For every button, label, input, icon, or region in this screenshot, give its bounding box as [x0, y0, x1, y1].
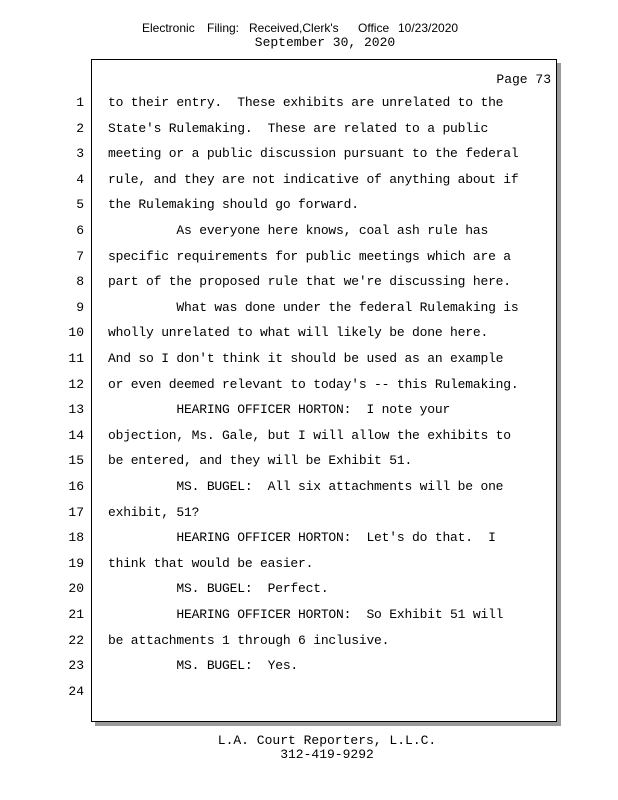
- line-text: MS. BUGEL: All six attachments will be one: [108, 479, 504, 494]
- line-number: 9: [76, 300, 84, 315]
- line-text: meeting or a public discussion pursuant to the federal: [108, 146, 519, 161]
- line-text: be entered, and they will be Exhibit 51.: [108, 453, 413, 468]
- filing-word-filing: Filing:: [207, 21, 240, 35]
- line-text: think that would be easier.: [108, 556, 314, 571]
- footer-phone: 312-419-9292: [280, 747, 374, 762]
- electronic-filing-stamp: [0, 20, 618, 36]
- line-number: 8: [76, 274, 84, 289]
- line-text: HEARING OFFICER HORTON: I note your: [108, 402, 451, 417]
- line-number: 11: [68, 351, 84, 366]
- line-text: exhibit, 51?: [108, 505, 200, 520]
- line-number: 19: [68, 556, 84, 571]
- line-text: MS. BUGEL: Yes.: [108, 658, 299, 673]
- line-number: 2: [76, 121, 84, 136]
- line-text: part of the proposed rule that we're discussing here.: [108, 274, 511, 289]
- line-text: HEARING OFFICER HORTON: So Exhibit 51 will: [108, 607, 504, 622]
- line-text: And so I don't think it should be used as an example: [108, 351, 504, 366]
- line-number: 15: [68, 453, 84, 468]
- line-number: 18: [68, 530, 84, 545]
- filing-word-office: Office: [358, 21, 390, 35]
- line-text: to their entry. These exhibits are unrelated to the: [108, 95, 504, 110]
- line-text: wholly unrelated to what will likely be done here.: [108, 325, 489, 340]
- line-number: 24: [68, 684, 84, 699]
- line-number: 14: [68, 428, 84, 443]
- line-number: 10: [68, 325, 84, 340]
- line-number: 7: [76, 249, 84, 264]
- hearing-date: September 30, 2020: [254, 35, 396, 50]
- line-text: State's Rulemaking. These are related to a public: [108, 121, 489, 136]
- line-text: HEARING OFFICER HORTON: Let's do that. I: [108, 530, 496, 545]
- line-number: 21: [68, 607, 84, 622]
- line-text: the Rulemaking should go forward.: [108, 197, 359, 212]
- line-text: specific requirements for public meetings which are a: [108, 249, 511, 264]
- filing-word-received: Received,Clerk's: [249, 21, 339, 35]
- line-number: 5: [76, 197, 84, 212]
- line-text: rule, and they are not indicative of anything about if: [108, 172, 519, 187]
- line-number: 16: [68, 479, 84, 494]
- line-number: 23: [68, 658, 84, 673]
- line-number: 4: [76, 172, 84, 187]
- line-number: 20: [68, 581, 84, 596]
- line-number: 1: [76, 95, 84, 110]
- filing-date: 10/23/2020: [398, 21, 459, 35]
- line-number: 17: [68, 505, 84, 520]
- line-text: What was done under the federal Rulemaking is: [108, 300, 519, 315]
- filing-word-electronic: Electronic: [142, 21, 195, 35]
- line-text: MS. BUGEL: Perfect.: [108, 581, 329, 596]
- line-text: As everyone here knows, coal ash rule has: [108, 223, 489, 238]
- page-number: Page 73: [496, 72, 551, 87]
- line-text: or even deemed relevant to today's -- this Rulemaking.: [108, 377, 519, 392]
- line-number: 22: [68, 633, 84, 648]
- footer-company: L.A. Court Reporters, L.L.C.: [217, 733, 437, 748]
- line-number: 12: [68, 377, 84, 392]
- line-number: 3: [76, 146, 84, 161]
- line-number: 6: [76, 223, 84, 238]
- line-text: be attachments 1 through 6 inclusive.: [108, 633, 390, 648]
- line-text: objection, Ms. Gale, but I will allow the exhibits to: [108, 428, 511, 443]
- line-number: 13: [68, 402, 84, 417]
